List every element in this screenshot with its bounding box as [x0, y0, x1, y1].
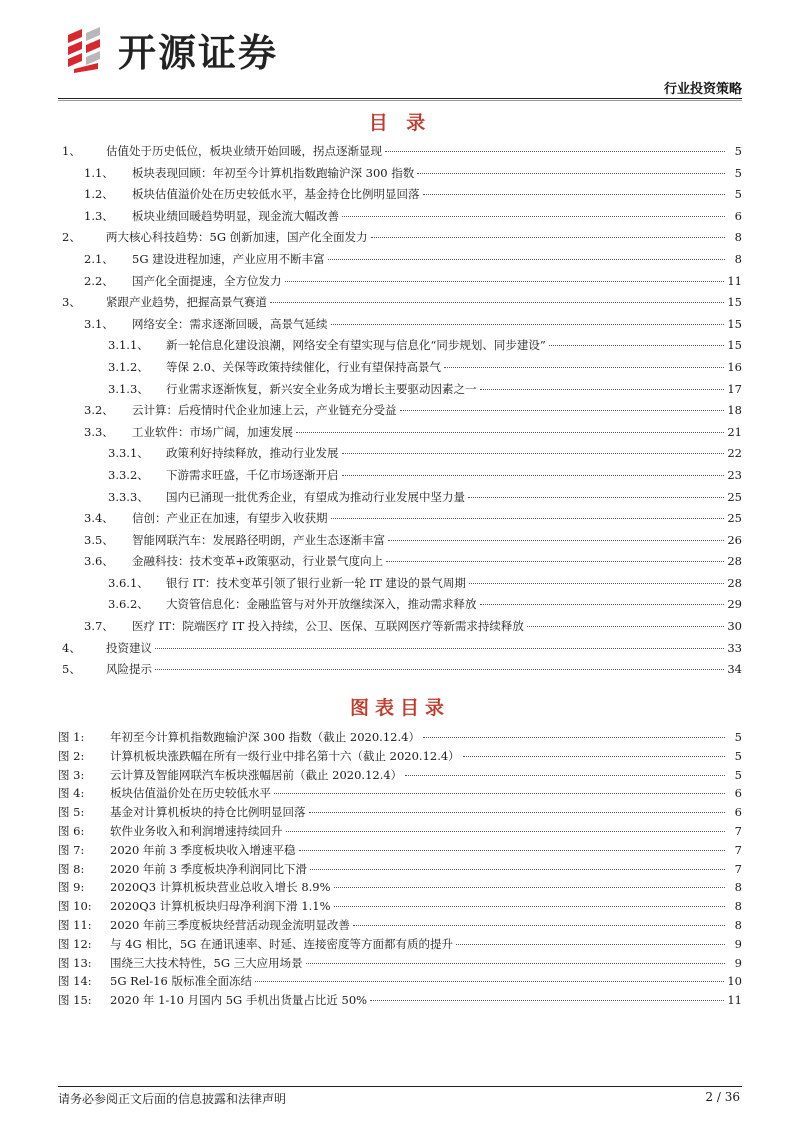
toc-entry-text: 大资管信息化：金融监管与对外开放继续深入，推动需求释放 [166, 597, 477, 612]
toc-entry-text: 5G 建设进程加速，产业应用不断丰富 [132, 251, 325, 266]
toc-entry-page: 5 [734, 187, 742, 202]
toc-entry-page: 25 [727, 511, 742, 526]
toc-entry-number: 3、 [62, 295, 81, 310]
figure-entry-page: 9 [734, 936, 742, 951]
toc-entry-page: 22 [727, 446, 742, 461]
header-divider [58, 98, 742, 99]
toc-entry[interactable] [62, 316, 742, 338]
dot-leader [405, 775, 725, 776]
dot-leader [423, 737, 725, 738]
dot-leader [334, 887, 725, 888]
figure-entry-text: 基金对计算机板块的持仓比例明显回落 [110, 805, 306, 820]
figure-entry-number: 图 6: [58, 823, 85, 838]
figure-entry-page: 7 [734, 842, 742, 857]
toc-entry-text: 板块估值溢价处在历史较低水平，基金持仓比例明显回落 [132, 187, 420, 202]
figure-entry-text: 2020 年前 3 季度板块收入增速平稳 [110, 842, 296, 857]
toc-entry-number: 3.3.3、 [108, 489, 149, 504]
dot-leader [270, 302, 724, 303]
toc-entry-page: 8 [734, 230, 742, 245]
brand-logo-icon [60, 25, 110, 75]
toc-entry[interactable] [62, 208, 742, 230]
figure-entry-page: 7 [734, 823, 742, 838]
toc-entry[interactable] [62, 294, 742, 316]
dot-leader [331, 518, 725, 519]
toc-entry-text: 云计算：后疫情时代企业加速上云，产业链充分受益 [132, 403, 397, 418]
dot-leader [417, 173, 725, 174]
figure-entry-text: 与 4G 相比，5G 在通讯速率、时延、连接密度等方面都有质的提升 [110, 936, 453, 951]
toc-entry-text: 投资建议 [106, 640, 152, 655]
dot-leader [385, 151, 725, 152]
toc-entry-number: 1.2、 [84, 187, 114, 202]
toc-entry-page: 33 [727, 640, 742, 655]
toc-entry-number: 3.3、 [84, 424, 114, 439]
figure-entry[interactable] [58, 936, 742, 955]
toc-entry[interactable] [62, 596, 742, 618]
figure-entry[interactable] [58, 767, 742, 786]
toc-entry-page: 34 [727, 662, 742, 677]
dot-leader [342, 216, 725, 217]
brand-logo [60, 22, 278, 77]
toc-entry-text: 国产化全面提速，全方位发力 [132, 273, 282, 288]
dot-leader [334, 906, 725, 907]
dot-leader [463, 756, 725, 757]
toc-entry-page: 15 [727, 316, 742, 331]
toc-list [62, 143, 742, 683]
toc-entry[interactable] [62, 575, 742, 597]
toc-entry-page: 11 [727, 273, 742, 288]
figure-entry-number: 图 2: [58, 748, 85, 763]
figure-entry-number: 图 1: [58, 730, 85, 744]
toc-entry-number: 3.3.1、 [108, 446, 149, 461]
dot-leader [306, 963, 725, 964]
figure-entry-number: 图 9: [58, 880, 85, 895]
toc-entry-number: 3.1.1、 [108, 338, 149, 353]
toc-entry-page: 28 [727, 554, 742, 569]
toc-entry-number: 3.6.2、 [108, 597, 149, 612]
dot-leader [296, 432, 724, 433]
dot-leader [527, 626, 724, 627]
toc-entry-number: 2、 [62, 230, 81, 245]
figure-entry-page: 8 [734, 917, 742, 932]
toc-entry[interactable] [62, 381, 742, 403]
toc-entry-text: 两大核心科技趋势：5G 创新加速，国产化全面发力 [106, 230, 368, 245]
dot-leader [480, 389, 725, 390]
toc-entry-number: 2.2、 [84, 273, 114, 288]
dot-leader [423, 194, 726, 195]
toc-entry-text: 行业需求逐渐恢复，新兴安全业务成为增长主要驱动因素之一 [166, 381, 477, 396]
toc-entry-number: 5、 [62, 662, 81, 677]
figure-entry-text: 围绕三大技术特性，5G 三大应用场景 [110, 955, 303, 970]
dot-leader [286, 831, 726, 832]
header-divider-thin [58, 100, 742, 101]
toc-entry-number: 3.2、 [84, 403, 114, 418]
dot-leader [309, 812, 726, 813]
dot-leader [328, 259, 725, 260]
figure-entry-text: 2020Q3 计算机板块营业总收入增长 8.9% [110, 880, 331, 895]
dot-leader [444, 367, 724, 368]
dot-leader [342, 475, 725, 476]
figure-entry[interactable] [58, 861, 742, 880]
dot-leader [370, 1000, 724, 1001]
toc-entry[interactable] [62, 532, 742, 554]
dot-leader [331, 324, 725, 325]
toc-entry-page: 28 [727, 575, 742, 590]
toc-entry-text: 金融科技：技术变革+政策驱动，行业景气度向上 [132, 554, 384, 569]
toc-entry-text: 紧跟产业趋势，把握高景气赛道 [106, 295, 267, 310]
figure-entry-number: 图 14: [58, 974, 92, 989]
figure-entry[interactable] [58, 785, 742, 804]
toc-entry[interactable] [62, 229, 742, 251]
report-category: 行业投资策略 [663, 82, 742, 97]
figure-list [58, 729, 742, 1011]
toc-entry-number: 4、 [62, 640, 81, 655]
dot-leader [274, 793, 725, 794]
dot-leader [549, 345, 725, 346]
dot-leader [371, 237, 725, 238]
figure-entry[interactable] [58, 898, 742, 917]
figure-entry-number: 图 10: [58, 899, 92, 914]
figure-entry-number: 图 11: [58, 917, 92, 932]
toc-entry-page: 6 [734, 208, 742, 223]
toc-entry-page: 15 [727, 338, 742, 353]
figure-entry[interactable] [58, 823, 742, 842]
figure-entry-page: 5 [734, 767, 742, 782]
figure-entry-page: 10 [727, 974, 742, 989]
toc-entry-number: 3.6、 [84, 554, 114, 569]
figure-entry-number: 图 3: [58, 767, 85, 782]
figure-entry-text: 2020 年前 3 季度板块净利润同比下滑 [110, 861, 308, 876]
dot-leader [353, 925, 725, 926]
figure-entry[interactable] [58, 879, 742, 898]
figure-entry-text: 2020 年前三季度板块经营活动现金流明显改善 [110, 917, 350, 932]
dot-leader [310, 869, 725, 870]
dot-leader [155, 669, 724, 670]
figure-entry-number: 图 5: [58, 805, 85, 820]
toc-title: 目 录 [368, 112, 432, 134]
figure-entry[interactable] [58, 917, 742, 936]
page-number: 2 / 36 [705, 1090, 740, 1104]
figure-entry[interactable] [58, 973, 742, 992]
figure-entry-number: 图 4: [58, 786, 85, 801]
figure-entry-text: 年初至今计算机指数跑输沪深 300 指数（截止 2020.12.4） [110, 730, 420, 744]
figure-entry[interactable] [58, 842, 742, 861]
figure-entry-text: 云计算及智能网联汽车板块涨幅居前（截止 2020.12.4） [110, 767, 403, 782]
toc-entry-page: 23 [727, 467, 742, 482]
figure-entry-text: 5G Rel-16 版标准全面冻结 [110, 974, 252, 989]
toc-entry-text: 等保 2.0、关保等政策持续催化，行业有望保持高景气 [166, 359, 441, 374]
dot-leader [386, 561, 724, 562]
toc-entry-text: 医疗 IT：院端医疗 IT 投入持续，公卫、医保、互联网医疗等新需求持续释放 [132, 619, 524, 634]
dot-leader [469, 583, 724, 584]
toc-entry-text: 板块业绩回暖趋势明显，现金流大幅改善 [132, 208, 339, 223]
toc-entry[interactable] [62, 489, 742, 511]
toc-entry-number: 2.1、 [84, 251, 114, 266]
footer-disclaimer: 请务必参阅正文后面的信息披露和法律声明 [58, 1092, 287, 1106]
toc-entry[interactable] [62, 618, 742, 640]
toc-entry[interactable] [62, 359, 742, 381]
toc-entry-page: 26 [727, 532, 742, 547]
toc-entry-number: 3.1、 [84, 316, 114, 331]
toc-entry[interactable] [62, 143, 742, 165]
toc-entry[interactable] [62, 510, 742, 532]
figure-entry-number: 图 13: [58, 955, 92, 970]
toc-entry-page: 17 [727, 381, 742, 396]
figure-entry[interactable] [58, 804, 742, 823]
figure-entry-page: 9 [734, 955, 742, 970]
figure-entry[interactable] [58, 748, 742, 767]
figure-entry-page: 11 [727, 993, 742, 1008]
dot-leader [456, 944, 725, 945]
figure-list-title: 图表目录 [349, 697, 450, 719]
dot-leader [468, 497, 724, 498]
dot-leader [299, 850, 725, 851]
figure-entry-text: 板块估值溢价处在历史较低水平 [110, 786, 271, 801]
dot-leader [255, 981, 724, 982]
figure-entry[interactable] [58, 992, 742, 1011]
toc-entry[interactable] [62, 553, 742, 575]
toc-entry-number: 3.7、 [84, 619, 114, 634]
dot-leader [342, 453, 725, 454]
toc-entry-number: 3.1.2、 [108, 359, 149, 374]
toc-entry[interactable] [62, 467, 742, 489]
toc-entry[interactable] [62, 640, 742, 662]
figure-entry-text: 计算机板块涨跌幅在所有一级行业中排名第十六（截止 2020.12.4） [110, 748, 460, 763]
figure-entry[interactable] [58, 955, 742, 974]
toc-entry[interactable] [62, 661, 742, 683]
toc-entry-number: 1.1、 [84, 165, 114, 180]
figure-entry-page: 5 [734, 730, 742, 744]
toc-entry[interactable] [62, 186, 742, 208]
toc-entry-text: 国内已涌现一批优秀企业，有望成为推动行业发展中坚力量 [166, 489, 465, 504]
toc-entry-page: 15 [727, 295, 742, 310]
toc-entry-number: 3.6.1、 [108, 575, 149, 590]
toc-entry-text: 下游需求旺盛，千亿市场逐渐开启 [166, 467, 339, 482]
toc-entry-number: 1.3、 [84, 208, 114, 223]
toc-entry-page: 30 [727, 619, 742, 634]
figure-entry-number: 图 12: [58, 936, 92, 951]
toc-entry-number: 1、 [62, 144, 81, 158]
toc-entry[interactable] [62, 402, 742, 424]
toc-entry-number: 3.4、 [84, 511, 114, 526]
toc-entry[interactable] [62, 337, 742, 359]
toc-entry-page: 29 [727, 597, 742, 612]
toc-entry-page: 5 [734, 165, 742, 180]
figure-entry-number: 图 15: [58, 993, 92, 1008]
toc-entry-number: 3.1.3、 [108, 381, 149, 396]
toc-entry-text: 信创：产业正在加速，有望步入收获期 [132, 511, 328, 526]
figure-entry-text: 2020Q3 计算机板块归母净利润下滑 1.1% [110, 899, 331, 914]
figure-entry[interactable] [58, 729, 742, 748]
dot-leader [155, 648, 724, 649]
figure-entry-number: 图 7: [58, 842, 85, 857]
toc-entry[interactable] [62, 165, 742, 187]
toc-entry[interactable] [62, 273, 742, 295]
figure-entry-page: 5 [734, 748, 742, 763]
dot-leader [285, 281, 725, 282]
toc-entry[interactable] [62, 445, 742, 467]
toc-entry-text: 工业软件：市场广阔，加速发展 [132, 424, 293, 439]
figure-entry-text: 软件业务收入和利润增速持续回升 [110, 823, 283, 838]
dot-leader [400, 410, 725, 411]
toc-entry-page: 18 [727, 403, 742, 418]
figure-entry-page: 6 [734, 786, 742, 801]
toc-entry-text: 板块表现回顾：年初至今计算机指数跑输沪深 300 指数 [132, 165, 415, 180]
toc-entry[interactable] [62, 424, 742, 446]
dot-leader [480, 604, 725, 605]
toc-entry-page: 16 [727, 359, 742, 374]
figure-entry-text: 2020 年 1-10 月国内 5G 手机出货量占比近 50% [110, 993, 368, 1008]
toc-entry-text: 网络安全：需求逐渐回暖，高景气延续 [132, 316, 328, 331]
toc-entry-text: 风险提示 [106, 662, 152, 677]
figure-entry-page: 7 [734, 861, 742, 876]
toc-entry-number: 3.5、 [84, 532, 114, 547]
toc-entry-page: 5 [734, 144, 742, 158]
footer-divider [58, 1086, 742, 1087]
brand-name: 开源证券 [118, 31, 279, 75]
toc-entry-text: 估值处于历史低位，板块业绩开始回暖，拐点逐渐显现 [106, 144, 382, 158]
toc-entry-text: 银行 IT：技术变革引领了银行业新一轮 IT 建设的景气周期 [166, 575, 466, 590]
figure-entry-number: 图 8: [58, 861, 85, 876]
toc-entry[interactable] [62, 251, 742, 273]
toc-entry-number: 3.3.2、 [108, 467, 149, 482]
toc-entry-page: 21 [727, 424, 742, 439]
toc-entry-text: 新一轮信息化建设浪潮，网络安全有望实现与信息化“同步规划、同步建设” [166, 338, 546, 353]
toc-entry-page: 25 [727, 489, 742, 504]
figure-entry-page: 8 [734, 899, 742, 914]
toc-entry-text: 智能网联汽车：发展路径明朗，产业生态逐渐丰富 [132, 532, 385, 547]
figure-entry-page: 6 [734, 805, 742, 820]
figure-entry-page: 8 [734, 880, 742, 895]
toc-entry-text: 政策利好持续释放，推动行业发展 [166, 446, 339, 461]
toc-entry-page: 8 [734, 251, 742, 266]
dot-leader [388, 540, 724, 541]
